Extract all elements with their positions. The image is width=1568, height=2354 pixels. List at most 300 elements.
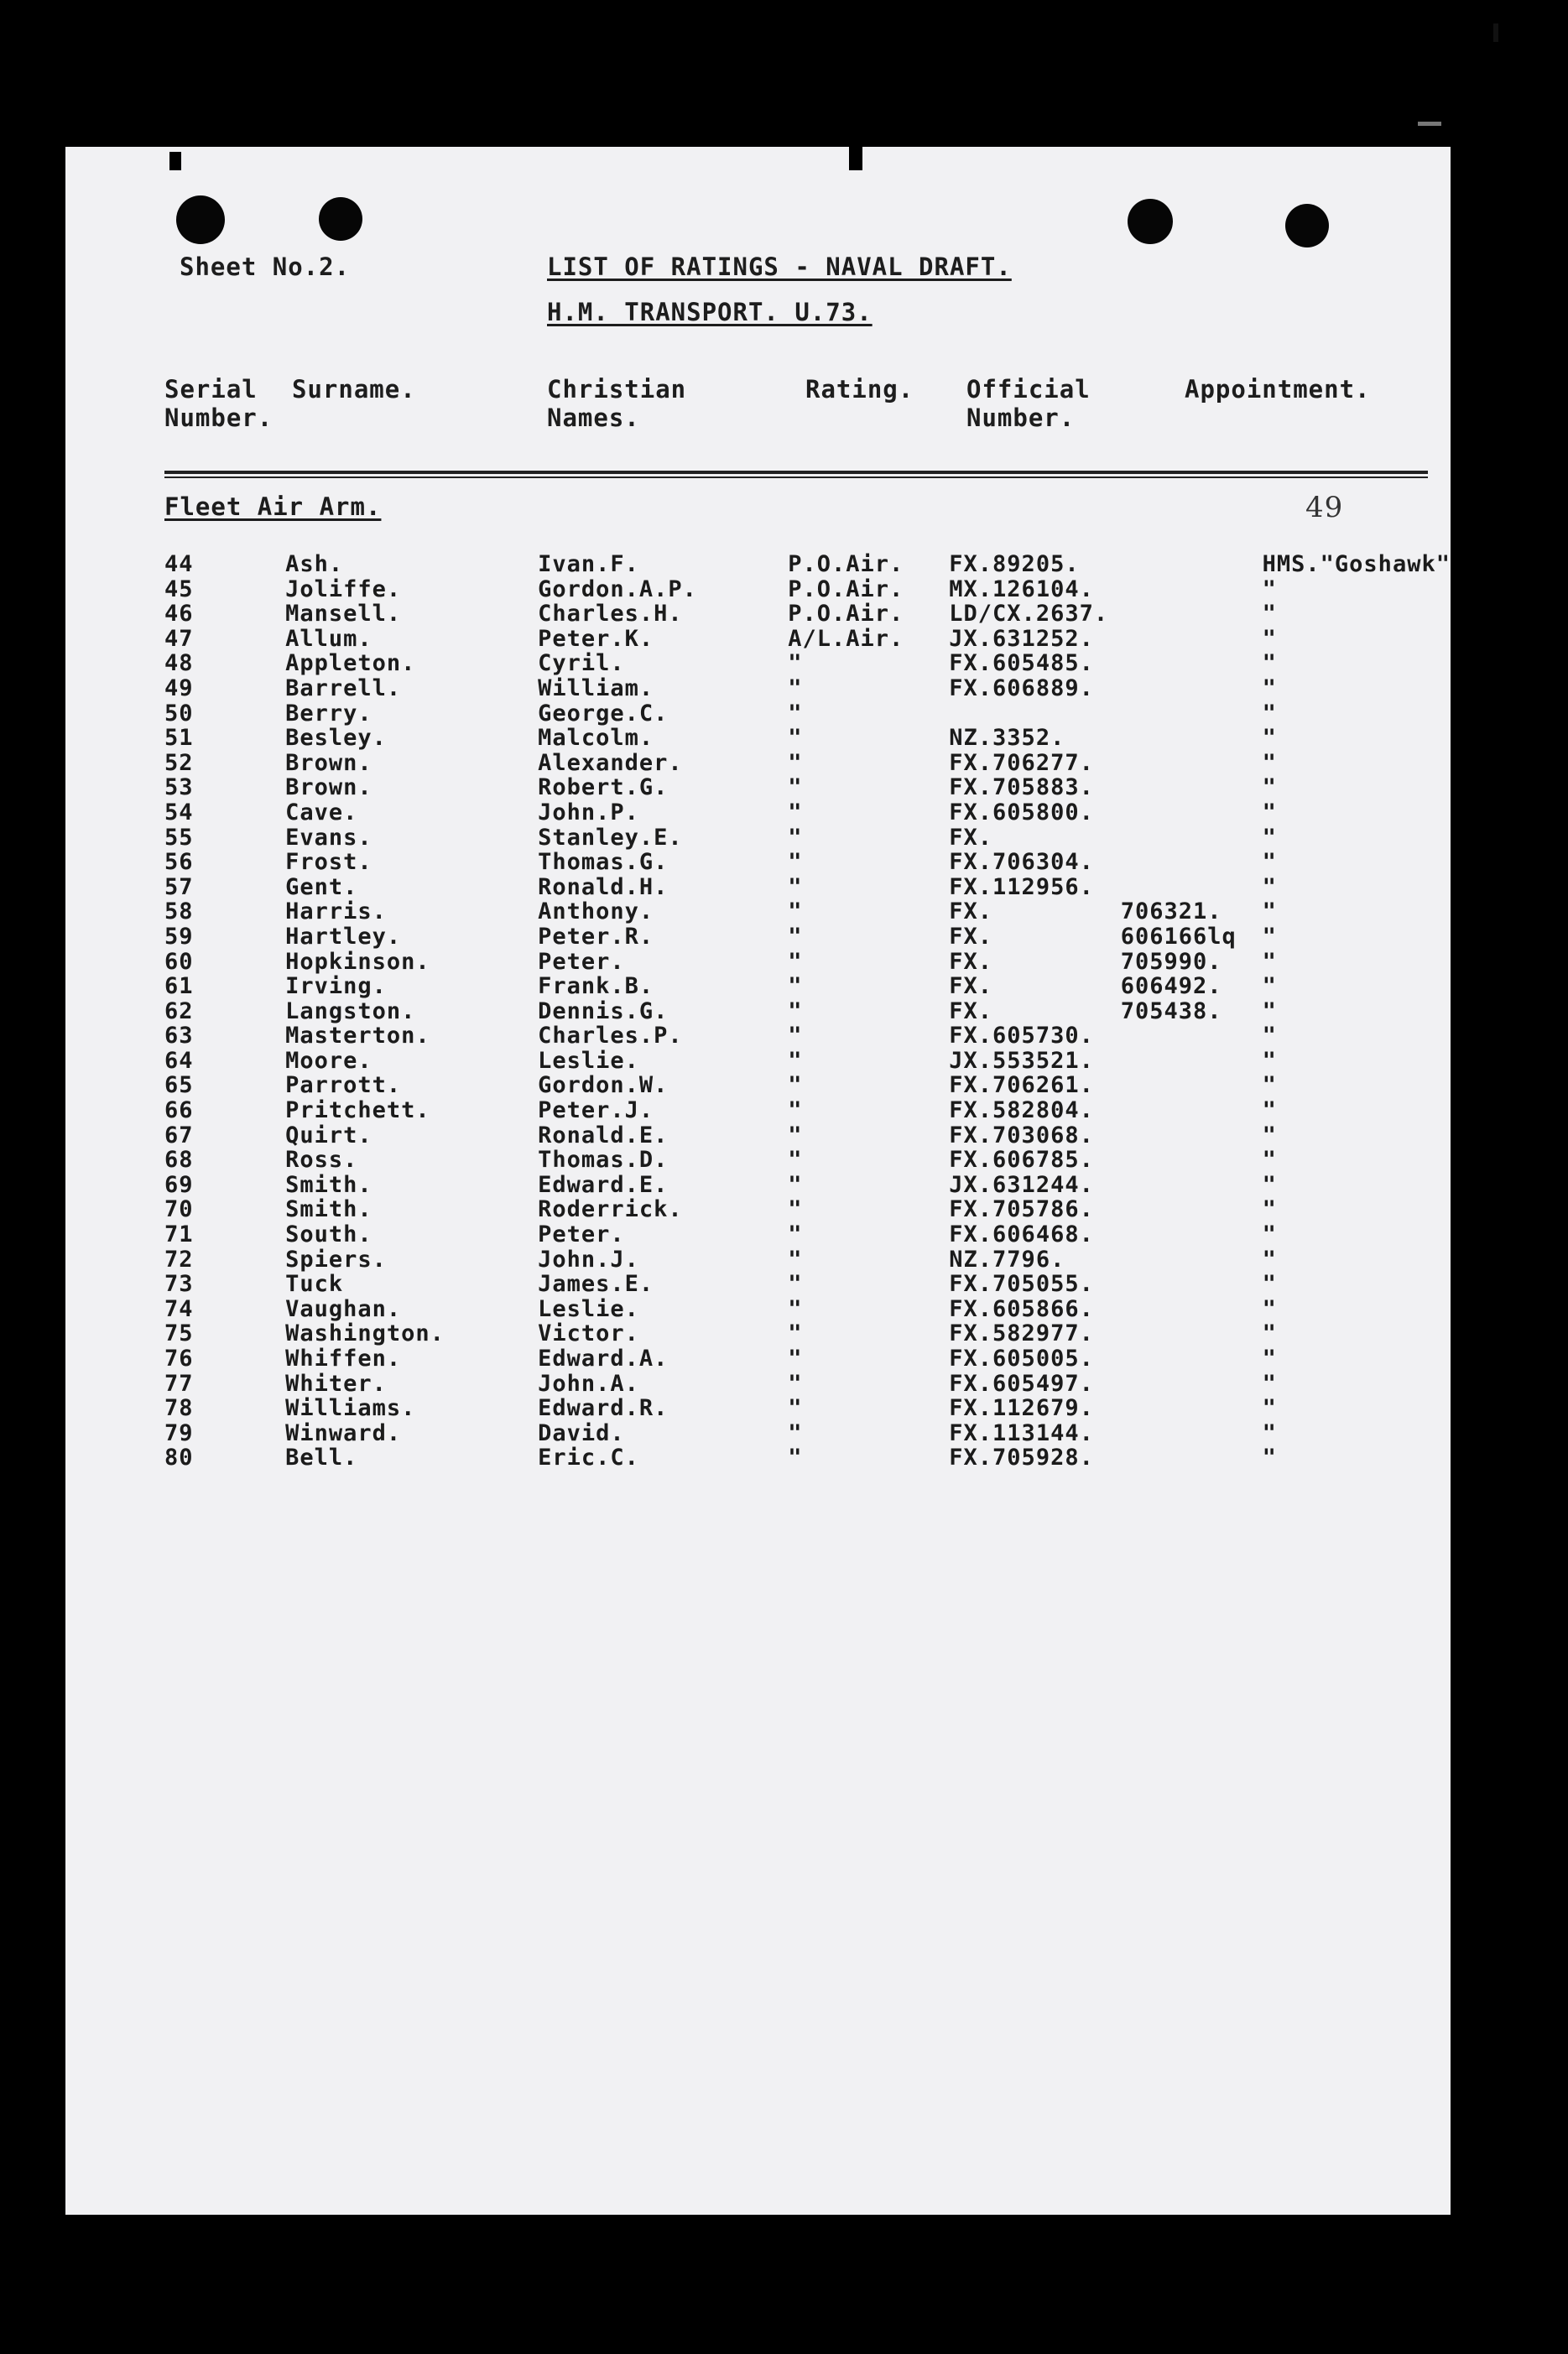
rating: " <box>788 1122 803 1148</box>
official-number-correction <box>1121 1123 1263 1148</box>
rating: " <box>788 923 803 950</box>
appointment: " <box>1262 575 1277 602</box>
rating: " <box>788 749 803 776</box>
official-number <box>949 701 1120 727</box>
christian-names: Anthony. <box>538 898 654 925</box>
table-row <box>164 950 1451 975</box>
appointment: " <box>1262 1246 1277 1273</box>
surname: Irving. <box>285 973 387 1000</box>
christian-names: Dennis.G. <box>538 997 669 1024</box>
official-number-correction <box>1121 1346 1263 1372</box>
christian-names: Roderrick. <box>538 1196 683 1223</box>
punch-hole <box>1285 204 1329 247</box>
official-number: FX.606889. <box>949 674 1094 701</box>
official-number: FX.705786. <box>949 1196 1094 1223</box>
appointment: " <box>1262 824 1277 851</box>
rating: " <box>788 1395 803 1422</box>
sheet-number: Sheet No.2. <box>180 253 351 281</box>
christian-names: John.P. <box>538 799 639 825</box>
official-number-correction <box>1121 1049 1263 1074</box>
appointment: " <box>1262 898 1277 925</box>
christian-names: Peter. <box>538 1221 625 1248</box>
official-number: JX.631244. <box>949 1171 1094 1198</box>
appointment: " <box>1262 1370 1277 1397</box>
surname: Evans. <box>285 824 372 851</box>
official-number: FX.582977. <box>949 1320 1094 1347</box>
column-header-surname: Surname. <box>292 375 416 404</box>
appointment: " <box>1262 674 1277 701</box>
christian-names: Thomas.D. <box>538 1147 669 1174</box>
official-number: FX.705928. <box>949 1445 1094 1471</box>
appointment: " <box>1262 1395 1277 1422</box>
appointment: " <box>1262 1196 1277 1223</box>
rating: " <box>788 1271 803 1298</box>
surname: Mansell. <box>285 601 402 628</box>
official-number: FX. <box>949 973 993 1000</box>
surname: Gent. <box>285 873 358 900</box>
rating: P.O.Air. <box>788 601 904 628</box>
surname: Harris. <box>285 898 387 925</box>
serial-number: 68 <box>164 1147 194 1174</box>
document-sheet <box>65 147 1451 2215</box>
table-row <box>164 726 1451 751</box>
appointment: " <box>1262 1419 1277 1446</box>
header-rule <box>164 477 1428 478</box>
rating: " <box>788 1171 803 1198</box>
official-number-correction <box>1121 1445 1263 1471</box>
punch-hole <box>1128 199 1173 244</box>
rating: " <box>788 1023 803 1049</box>
official-number: FX.89205. <box>949 551 1080 577</box>
column-header-rating: Rating. <box>805 375 914 404</box>
official-number-correction <box>1121 1222 1263 1247</box>
appointment: " <box>1262 1097 1277 1124</box>
column-header-appointment: Appointment. <box>1185 375 1371 404</box>
serial-number: 79 <box>164 1419 194 1446</box>
serial-number: 67 <box>164 1122 194 1148</box>
official-number-correction <box>1121 676 1263 701</box>
official-number-correction: 606166lq <box>1120 923 1237 950</box>
serial-number: 55 <box>164 824 194 851</box>
appointment: " <box>1262 1122 1277 1148</box>
christian-names: John.A. <box>538 1370 639 1397</box>
official-number: FX.582804. <box>949 1097 1094 1124</box>
christian-names: Malcolm. <box>538 725 654 752</box>
surname: Ross. <box>285 1147 358 1174</box>
table-row <box>164 999 1451 1024</box>
table-row <box>164 1222 1451 1247</box>
official-number-correction <box>1121 825 1263 851</box>
official-number-correction <box>1121 775 1263 800</box>
appointment: " <box>1262 849 1277 876</box>
serial-number: 72 <box>164 1246 194 1273</box>
table-row <box>164 1098 1451 1123</box>
christian-names: William. <box>538 674 654 701</box>
rating: " <box>788 1445 803 1471</box>
official-number: FX.605497. <box>949 1370 1094 1397</box>
rating: " <box>788 650 803 677</box>
surname: Tuck <box>285 1271 344 1298</box>
official-number-correction <box>1121 751 1263 776</box>
surname: Bell. <box>285 1445 358 1471</box>
serial-number: 66 <box>164 1097 194 1124</box>
christian-names: Ronald.E. <box>538 1122 669 1148</box>
appointment: " <box>1262 1271 1277 1298</box>
punch-hole <box>176 195 225 244</box>
christian-names: John.J. <box>538 1246 639 1273</box>
table-row <box>164 775 1451 800</box>
surname: Barrell. <box>285 674 402 701</box>
rating: P.O.Air. <box>788 551 904 577</box>
table-row <box>164 899 1451 924</box>
christian-names: Ivan.F. <box>538 551 639 577</box>
official-number: NZ.3352. <box>949 725 1065 752</box>
surname: Berry. <box>285 700 372 727</box>
serial-number: 54 <box>164 799 194 825</box>
surname: Besley. <box>285 725 387 752</box>
rating: " <box>788 1196 803 1223</box>
official-number: JX.553521. <box>949 1047 1094 1074</box>
official-number: NZ.7796. <box>949 1246 1065 1273</box>
official-number-correction: 706321. <box>1120 898 1222 925</box>
serial-number: 47 <box>164 625 194 652</box>
surname: Quirt. <box>285 1122 372 1148</box>
official-number-correction <box>1121 602 1263 627</box>
serial-number: 65 <box>164 1072 194 1099</box>
table-row <box>164 1173 1451 1198</box>
table-row <box>164 1123 1451 1148</box>
table-row <box>164 1049 1451 1074</box>
official-number-correction <box>1121 1098 1263 1123</box>
table-row <box>164 552 1451 577</box>
rating: " <box>788 700 803 727</box>
surname: Allum. <box>285 625 372 652</box>
official-number: FX.112956. <box>949 873 1094 900</box>
christian-names: Ronald.H. <box>538 873 669 900</box>
rating: " <box>788 1047 803 1074</box>
column-header-christian: Christian Names. <box>547 375 687 432</box>
christian-names: Peter.J. <box>538 1097 654 1124</box>
serial-number: 44 <box>164 551 194 577</box>
table-row <box>164 651 1451 676</box>
tear-mark <box>169 152 181 170</box>
official-number: FX. <box>949 997 993 1024</box>
appointment: " <box>1262 700 1277 727</box>
appointment: " <box>1262 1072 1277 1099</box>
table-row <box>164 800 1451 825</box>
official-number-correction: 705990. <box>1120 948 1222 975</box>
christian-names: Alexander. <box>538 749 683 776</box>
official-number: FX.605485. <box>949 650 1094 677</box>
serial-number: 50 <box>164 700 194 727</box>
surname: Washington. <box>285 1320 445 1347</box>
appointment: " <box>1262 650 1277 677</box>
page-number: 49 <box>1305 491 1344 524</box>
christian-names: Peter.K. <box>538 625 654 652</box>
rating: " <box>788 725 803 752</box>
scan-speck <box>1418 122 1441 126</box>
header-rule <box>164 471 1428 474</box>
surname: Langston. <box>285 997 416 1024</box>
table-row <box>164 1346 1451 1372</box>
rating: " <box>788 997 803 1024</box>
serial-number: 61 <box>164 973 194 1000</box>
column-header-serial: Serial Number. <box>164 375 273 432</box>
official-number-correction <box>1121 1073 1263 1098</box>
table-row <box>164 1297 1451 1322</box>
serial-number: 70 <box>164 1196 194 1223</box>
document-title: LIST OF RATINGS - NAVAL DRAFT. <box>547 253 1012 281</box>
official-number: FX.112679. <box>949 1395 1094 1422</box>
appointment: " <box>1262 1346 1277 1372</box>
table-row <box>164 701 1451 727</box>
official-number-correction <box>1121 850 1263 875</box>
serial-number: 51 <box>164 725 194 752</box>
table-row <box>164 751 1451 776</box>
appointment: " <box>1262 725 1277 752</box>
table-row <box>164 1421 1451 1446</box>
rating: " <box>788 873 803 900</box>
surname: Appleton. <box>285 650 416 677</box>
official-number-correction <box>1121 726 1263 751</box>
serial-number: 73 <box>164 1271 194 1298</box>
christian-names: Frank.B. <box>538 973 654 1000</box>
christian-names: Peter. <box>538 948 625 975</box>
official-number: FX.706304. <box>949 849 1094 876</box>
surname: Whiter. <box>285 1370 387 1397</box>
official-number-correction <box>1121 1396 1263 1421</box>
christian-names: Leslie. <box>538 1047 639 1074</box>
surname: Parrott. <box>285 1072 402 1099</box>
surname: Whiffen. <box>285 1346 402 1372</box>
appointment: " <box>1262 1023 1277 1049</box>
serial-number: 45 <box>164 575 194 602</box>
christian-names: Edward.R. <box>538 1395 669 1422</box>
surname: Smith. <box>285 1196 372 1223</box>
table-row <box>164 1197 1451 1222</box>
serial-number: 63 <box>164 1023 194 1049</box>
scan-speck <box>1493 23 1498 42</box>
appointment: HMS."Goshawk" <box>1262 551 1451 577</box>
rating: " <box>788 1246 803 1273</box>
official-number: FX. <box>949 824 993 851</box>
surname: Brown. <box>285 749 372 776</box>
christian-names: Stanley.E. <box>538 824 683 851</box>
official-number-correction <box>1121 1272 1263 1297</box>
rating: " <box>788 1419 803 1446</box>
surname: Moore. <box>285 1047 372 1074</box>
appointment: " <box>1262 1047 1277 1074</box>
serial-number: 52 <box>164 749 194 776</box>
surname: Hopkinson. <box>285 948 430 975</box>
rating: " <box>788 948 803 975</box>
rating: " <box>788 1320 803 1347</box>
appointment: " <box>1262 749 1277 776</box>
official-number-correction <box>1121 552 1263 577</box>
serial-number: 69 <box>164 1171 194 1198</box>
christian-names: Eric.C. <box>538 1445 639 1471</box>
appointment: " <box>1262 1320 1277 1347</box>
punch-hole <box>319 197 362 241</box>
surname: Cave. <box>285 799 358 825</box>
serial-number: 53 <box>164 774 194 801</box>
official-number-correction <box>1121 1421 1263 1446</box>
surname: Winward. <box>285 1419 402 1446</box>
official-number-correction <box>1121 1321 1263 1346</box>
serial-number: 71 <box>164 1221 194 1248</box>
appointment: " <box>1262 948 1277 975</box>
surname: Vaughan. <box>285 1295 402 1322</box>
appointment: " <box>1262 799 1277 825</box>
official-number-correction <box>1121 1148 1263 1173</box>
christian-names: James.E. <box>538 1271 654 1298</box>
official-number-correction <box>1121 1173 1263 1198</box>
table-row <box>164 1396 1451 1421</box>
surname: Pritchett. <box>285 1097 430 1124</box>
official-number: FX.703068. <box>949 1122 1094 1148</box>
rating: " <box>788 1295 803 1322</box>
official-number-correction <box>1121 577 1263 602</box>
rating: " <box>788 1370 803 1397</box>
table-row <box>164 1372 1451 1397</box>
serial-number: 78 <box>164 1395 194 1422</box>
official-number-correction <box>1121 1297 1263 1322</box>
table-row <box>164 875 1451 900</box>
official-number-correction <box>1121 1247 1263 1273</box>
christian-names: Charles.H. <box>538 601 683 628</box>
rating: " <box>788 1221 803 1248</box>
surname: Brown. <box>285 774 372 801</box>
serial-number: 75 <box>164 1320 194 1347</box>
surname: Hartley. <box>285 923 402 950</box>
tear-mark <box>849 147 862 170</box>
christian-names: Peter.R. <box>538 923 654 950</box>
document-subtitle: H.M. TRANSPORT. U.73. <box>547 298 873 326</box>
appointment: " <box>1262 1147 1277 1174</box>
christian-names: Cyril. <box>538 650 625 677</box>
christian-names: Victor. <box>538 1320 639 1347</box>
table-row <box>164 1023 1451 1049</box>
serial-number: 74 <box>164 1295 194 1322</box>
appointment: " <box>1262 1171 1277 1198</box>
official-number: LD/CX.2637. <box>949 601 1109 628</box>
serial-number: 77 <box>164 1370 194 1397</box>
official-number-correction <box>1121 800 1263 825</box>
christian-names: Gordon.W. <box>538 1072 669 1099</box>
serial-number: 76 <box>164 1346 194 1372</box>
christian-names: Edward.A. <box>538 1346 669 1372</box>
christian-names: Edward.E. <box>538 1171 669 1198</box>
appointment: " <box>1262 873 1277 900</box>
official-number-correction <box>1121 875 1263 900</box>
serial-number: 59 <box>164 923 194 950</box>
serial-number: 46 <box>164 601 194 628</box>
table-row <box>164 577 1451 602</box>
ratings-table <box>164 552 1451 1471</box>
christian-names: David. <box>538 1419 625 1446</box>
appointment: " <box>1262 997 1277 1024</box>
table-row <box>164 1148 1451 1173</box>
official-number: FX.606468. <box>949 1221 1094 1248</box>
official-number-correction <box>1121 701 1263 727</box>
official-number: FX.605730. <box>949 1023 1094 1049</box>
christian-names: George.C. <box>538 700 669 727</box>
rating: " <box>788 824 803 851</box>
surname: Ash. <box>285 551 344 577</box>
official-number-correction <box>1121 651 1263 676</box>
rating: " <box>788 799 803 825</box>
serial-number: 57 <box>164 873 194 900</box>
serial-number: 64 <box>164 1047 194 1074</box>
appointment: " <box>1262 1221 1277 1248</box>
appointment: " <box>1262 625 1277 652</box>
table-row <box>164 602 1451 627</box>
section-title: Fleet Air Arm. <box>164 492 382 521</box>
surname: Spiers. <box>285 1246 387 1273</box>
official-number: FX. <box>949 923 993 950</box>
official-number-correction: 705438. <box>1120 997 1222 1024</box>
official-number: FX.705055. <box>949 1271 1094 1298</box>
surname: Joliffe. <box>285 575 402 602</box>
official-number: FX.605800. <box>949 799 1094 825</box>
serial-number: 56 <box>164 849 194 876</box>
official-number: MX.126104. <box>949 575 1094 602</box>
serial-number: 49 <box>164 674 194 701</box>
table-row <box>164 974 1451 999</box>
rating: " <box>788 1346 803 1372</box>
official-number: FX.705883. <box>949 774 1094 801</box>
official-number: FX.606785. <box>949 1147 1094 1174</box>
appointment: " <box>1262 1445 1277 1471</box>
table-row <box>164 627 1451 652</box>
column-header-official: Official Number. <box>966 375 1091 432</box>
official-number: FX. <box>949 898 993 925</box>
official-number-correction <box>1121 1023 1263 1049</box>
rating: " <box>788 1097 803 1124</box>
official-number: FX.706261. <box>949 1072 1094 1099</box>
appointment: " <box>1262 973 1277 1000</box>
official-number: FX.113144. <box>949 1419 1094 1446</box>
table-row <box>164 1321 1451 1346</box>
serial-number: 60 <box>164 948 194 975</box>
rating: " <box>788 1147 803 1174</box>
rating: " <box>788 898 803 925</box>
christian-names: Leslie. <box>538 1295 639 1322</box>
appointment: " <box>1262 601 1277 628</box>
rating: " <box>788 849 803 876</box>
appointment: " <box>1262 923 1277 950</box>
rating: " <box>788 1072 803 1099</box>
official-number: FX.605866. <box>949 1295 1094 1322</box>
surname: Williams. <box>285 1395 416 1422</box>
serial-number: 58 <box>164 898 194 925</box>
official-number-correction <box>1121 627 1263 652</box>
table-row <box>164 924 1451 950</box>
table-row <box>164 850 1451 875</box>
surname: South. <box>285 1221 372 1248</box>
serial-number: 80 <box>164 1445 194 1471</box>
table-row <box>164 676 1451 701</box>
official-number: FX. <box>949 948 993 975</box>
christian-names: Charles.P. <box>538 1023 683 1049</box>
table-row <box>164 825 1451 851</box>
appointment: " <box>1262 774 1277 801</box>
official-number: FX.605005. <box>949 1346 1094 1372</box>
table-row <box>164 1073 1451 1098</box>
christian-names: Robert.G. <box>538 774 669 801</box>
rating: " <box>788 973 803 1000</box>
rating: P.O.Air. <box>788 575 904 602</box>
